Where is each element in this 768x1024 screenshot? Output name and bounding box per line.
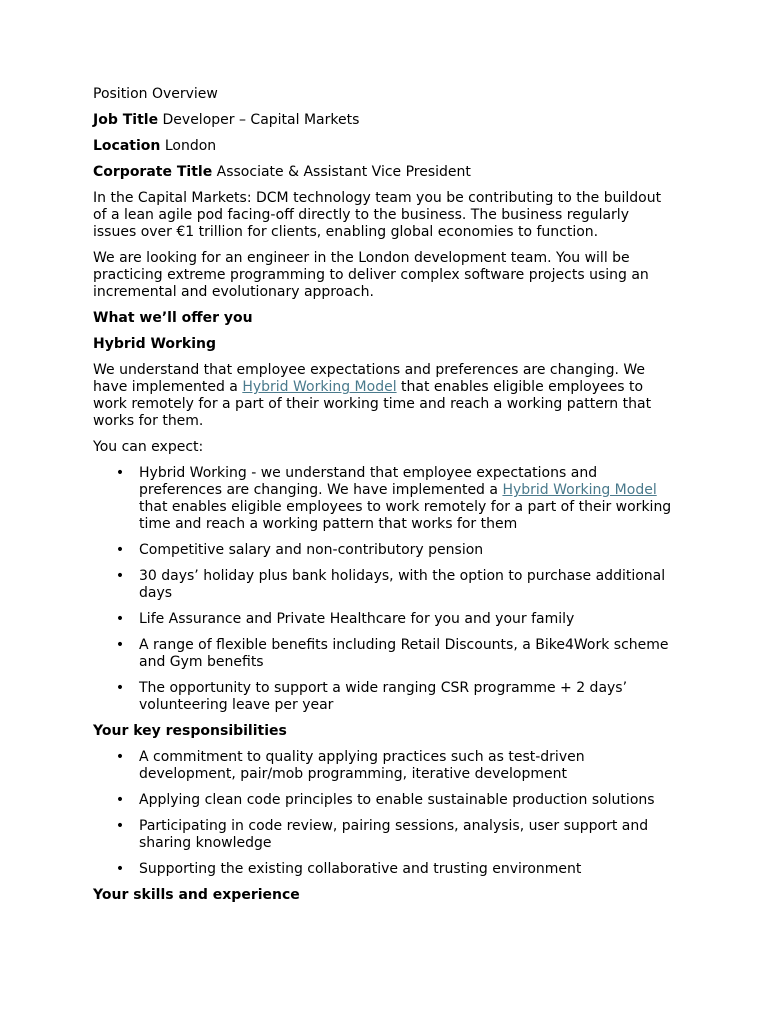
benefit-text: 30 days’ holiday plus bank holidays, with the option to purchase additional days [139, 568, 666, 601]
corporate-title-label: Corporate Title [93, 164, 213, 180]
job-title-line [93, 112, 674, 129]
benefit-1-before: Hybrid Working - we understand that employee expectations and preferences are changing. We have implemented a [139, 465, 598, 498]
responsibility-text: A commitment to quality applying practices such as test-driven development, pair/mob programming, iterative development [139, 749, 585, 782]
bullet-icon: • [115, 861, 125, 877]
bullet-icon: • [115, 792, 125, 808]
responsibility-text: Supporting the existing collaborative and trusting environment [139, 861, 582, 877]
hybrid-text-before: We understand that employee expectations and preferences are changing. We have implemented a [93, 362, 646, 395]
benefits-list [93, 465, 674, 714]
list-item [115, 568, 674, 602]
location-value: London [164, 138, 217, 154]
hybrid-text-after: that enables eligible employees to work remotely for a part of their working time and reach a working pattern that works for them. [93, 379, 652, 429]
hybrid-working-heading: Hybrid Working [93, 336, 217, 352]
list-item [115, 637, 674, 671]
hybrid-working-paragraph [93, 362, 674, 430]
bullet-icon: • [115, 818, 125, 834]
responsibilities-heading: Your key responsibilities [93, 723, 287, 739]
responsibility-text: Applying clean code principles to enable sustainable production solutions [139, 792, 655, 808]
expect-intro: You can expect: [93, 439, 204, 455]
benefit-text: Life Assurance and Private Healthcare for you and your family [139, 611, 575, 627]
list-item [115, 680, 674, 714]
bullet-icon: • [115, 568, 125, 584]
position-overview: Position Overview [93, 86, 218, 102]
list-item [115, 818, 674, 852]
bullet-icon: • [115, 611, 125, 627]
benefit-text: The opportunity to support a wide ranging CSR programme + 2 days’ volunteering leave per year [139, 680, 628, 713]
job-title-label: Job Title [93, 112, 159, 128]
location-line [93, 138, 674, 155]
intro-paragraph-1: In the Capital Markets: DCM technology team you be contributing to the buildout of a lean agile pod facing-off directly to the business. The business regularly issues over €1 trillion for clients, enabling global economies to function. [93, 190, 662, 240]
offer-heading: What we’ll offer you [93, 310, 253, 326]
list-item [115, 542, 674, 559]
list-item [115, 749, 674, 783]
corporate-title-value: Associate & Assistant Vice President [216, 164, 471, 180]
bullet-icon: • [115, 542, 125, 558]
list-item [115, 611, 674, 628]
hybrid-working-model-link[interactable]: Hybrid Working Model [242, 379, 397, 395]
benefit-1-after: that enables eligible employees to work remotely for a part of their working time and reach a working pattern that works for them [139, 499, 672, 532]
skills-heading: Your skills and experience [93, 887, 300, 903]
job-title-value: Developer – Capital Markets [162, 112, 360, 128]
bullet-icon: • [115, 749, 125, 765]
location-label: Location [93, 138, 161, 154]
benefit-text: Competitive salary and non-contributory pension [139, 542, 484, 558]
list-item [115, 861, 674, 878]
list-item [115, 792, 674, 809]
bullet-icon: • [115, 680, 125, 696]
intro-paragraph-2: We are looking for an engineer in the London development team. You will be practicing extreme programming to deliver complex software projects using an incremental and evolutionary approach. [93, 250, 649, 300]
corporate-title-line [93, 164, 674, 181]
bullet-icon: • [115, 465, 125, 481]
responsibilities-list [93, 749, 674, 878]
list-item [115, 465, 674, 533]
responsibility-text: Participating in code review, pairing sessions, analysis, user support and sharing knowledge [139, 818, 649, 851]
benefit-text: A range of flexible benefits including Retail Discounts, a Bike4Work scheme and Gym benefits [139, 637, 669, 670]
hybrid-working-model-link-2[interactable]: Hybrid Working Model [502, 482, 657, 498]
bullet-icon: • [115, 637, 125, 653]
